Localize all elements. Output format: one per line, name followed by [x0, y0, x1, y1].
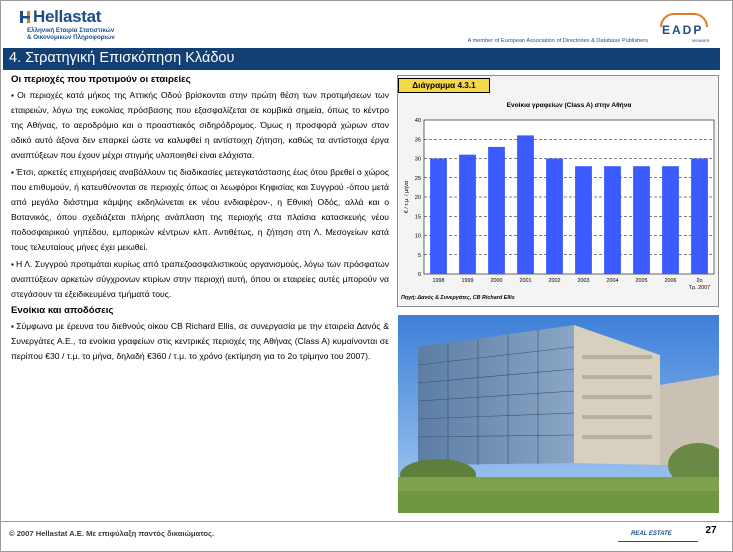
page-number: 27 — [705, 525, 717, 536]
page-title: 4. Στρατηγική Επισκόπηση Κλάδου — [9, 50, 235, 66]
y-tick-label: 5 — [417, 252, 421, 259]
paragraph-attiki-odos: ▪ Οι περιοχές κατά μήκος της Αττικής Οδού βρίσκονται στην πρώτη θέση των προτιμήσεων των εταιρειών, λόγω της ευκολίας πρόσβασης που εξασφαλίζεται σε κομβικά σημεία, όπως το κέντρο της Αθήνας, το αεροδρόμιο και ο προαστιακός σιδηρόδρομος. Όμως η προσφορά χώρων στον οδικό αυτό άξονα δεν επαρκεί ώστε να καλυφθεί η αντίστοιχη ζήτηση, καθώς τα αντίστοιχα έργα αναπτύξεων που έχουν μέχρι στιγμής υλοποιηθεί είναι ελάχιστα. — [11, 90, 389, 160]
hellastat-mark-icon — [19, 10, 31, 24]
section-heading-areas: Οι περιοχές που προτιμούν οι εταιρείες — [11, 74, 191, 85]
bar-2000 — [488, 147, 505, 274]
bar-2ο-Τρ.-2007 — [691, 159, 708, 275]
paragraph-rents: ▪ Σύμφωνα με έρευνα του διεθνούς οίκου CB Richard Ellis, σε συνεργασία με την εταιρεία Δανός & Συνεργάτες Α.Ε., τα ενοίκια γραφείων στις κεντρικές περιοχές της Αθήνας (Class A) κυμαίνονται σε περίπου €30 / τ.μ. το μήνα, δηλαδή €360 / τ.μ. το χρόνο (εκτίμηση για το 2ο τρίμηνο του 2007). — [11, 321, 389, 361]
hellastat-logo — [9, 7, 115, 43]
paragraph-syggrou: ▪ Η Λ. Συγγρού προτιμάται κυρίως από τραπεζοασφαλιστικούς οργανισμούς, λόγω των πρόσφατων αναπτύξεων αρκετών σύγχρονων κτιρίων στην περιοχή αυτή, όπου οι εταιρείες αυτές μπορούν να στεγάσουν τα εξειδικευμένα τμήματά τους. — [11, 259, 390, 299]
chart-title: Ενοίκια γραφείων (Class A) στην Αθήνα — [506, 102, 632, 109]
bullet-icon: ▪ — [11, 168, 14, 177]
y-tick-label: 20 — [414, 195, 421, 201]
bullet-icon: ▪ — [11, 322, 15, 331]
x-tick-label: 2003 — [577, 278, 590, 284]
bar-1999 — [459, 155, 476, 274]
x-tick-label: 2000 — [490, 278, 503, 284]
x-tick-label: 2002 — [548, 278, 561, 284]
bar-1998 — [430, 159, 447, 275]
x-tick-label: 1999 — [461, 278, 474, 284]
y-tick-label: 30 — [414, 156, 421, 163]
footer-copyright: © 2007 Hellastat A.E. Με επιφύλαξη παντός δικαιώματος. — [9, 529, 215, 538]
footer-divider — [1, 521, 732, 522]
bullet-icon: ▪ — [11, 91, 16, 100]
y-axis-label: € / τ.μ. / μήνα — [404, 180, 410, 214]
section-heading-rents: Ενοίκια και αποδόσεις — [11, 305, 114, 316]
x-tick-label: 2004 — [606, 278, 619, 284]
logo-tagline: Ελληνική Εταιρία Στατιστικών & Οικονομικών Πληροφοριών — [27, 27, 115, 41]
y-tick-label: 35 — [414, 137, 421, 144]
bullet-icon: ▪ — [11, 260, 14, 269]
bar-2001 — [517, 135, 534, 274]
y-tick-label: 25 — [414, 175, 421, 182]
x-tick-label: 2005 — [635, 278, 648, 284]
bar-2006 — [662, 166, 679, 274]
paragraph-relocation: ▪ Έτσι, αρκετές επιχειρήσεις αναβάλλουν τις διαδικασίες μετεγκατάστασης έως ότου βρεθεί ο χώρος που επιθυμούν, ή κατευθύνονται σε περιοχές όπως οι λεωφόροι Κηφισίας και Συγγρού -όπου μετά από μεγάλο διάστημα κάμψης εκδηλώνεται εκ νέου ενδιαφέρον-, η Εθνική Οδός, αλλά και ο Βοτανικός, όπου σχεδιάζεται πλήρης ανάπλαση της περιοχής στα πλαίσια κατασκευής νέου ποδοσφαιρικού γηπέδου, εμπορικών κέντρων κλπ. Αντιθέτως, η ζήτηση στη Λ. Μεσογείων κατά τους τελευταίους μήνες έχει μειωθεί. — [11, 167, 389, 252]
footer-section-underline — [618, 541, 698, 542]
footer-section: REAL ESTATE — [631, 531, 672, 537]
title-bar — [3, 48, 720, 70]
chart-box — [397, 75, 719, 307]
office-building-photo — [398, 315, 719, 513]
y-tick-label: 0 — [417, 272, 421, 278]
x-tick-label-line2: Τρ. 2007 — [688, 285, 711, 291]
bar-2004 — [604, 166, 621, 274]
chart-source: Πηγή: Δανός & Συνεργάτες, CB Richard Ellis — [401, 295, 515, 301]
x-tick-label: 2001 — [519, 278, 532, 284]
eadp-logo: EADP MEMBER — [652, 13, 716, 45]
x-tick-label: 2ο — [696, 278, 703, 284]
bar-2005 — [633, 166, 650, 274]
y-tick-label: 40 — [414, 118, 421, 124]
logo-word: Hellastat — [33, 7, 102, 26]
y-tick-label: 15 — [414, 214, 421, 221]
y-tick-label: 10 — [414, 233, 421, 240]
page-header — [1, 1, 732, 47]
x-tick-label: 2006 — [664, 278, 677, 284]
bar-2002 — [546, 159, 563, 275]
text-column — [11, 73, 389, 364]
rent-bar-chart — [398, 96, 718, 296]
x-tick-label: 1998 — [432, 278, 445, 284]
diagram-label: Διάγραμμα 4.3.1 — [398, 78, 490, 93]
member-text: A member of European Association of Directories & Database Publishers — [467, 38, 648, 44]
bar-2003 — [575, 166, 592, 274]
